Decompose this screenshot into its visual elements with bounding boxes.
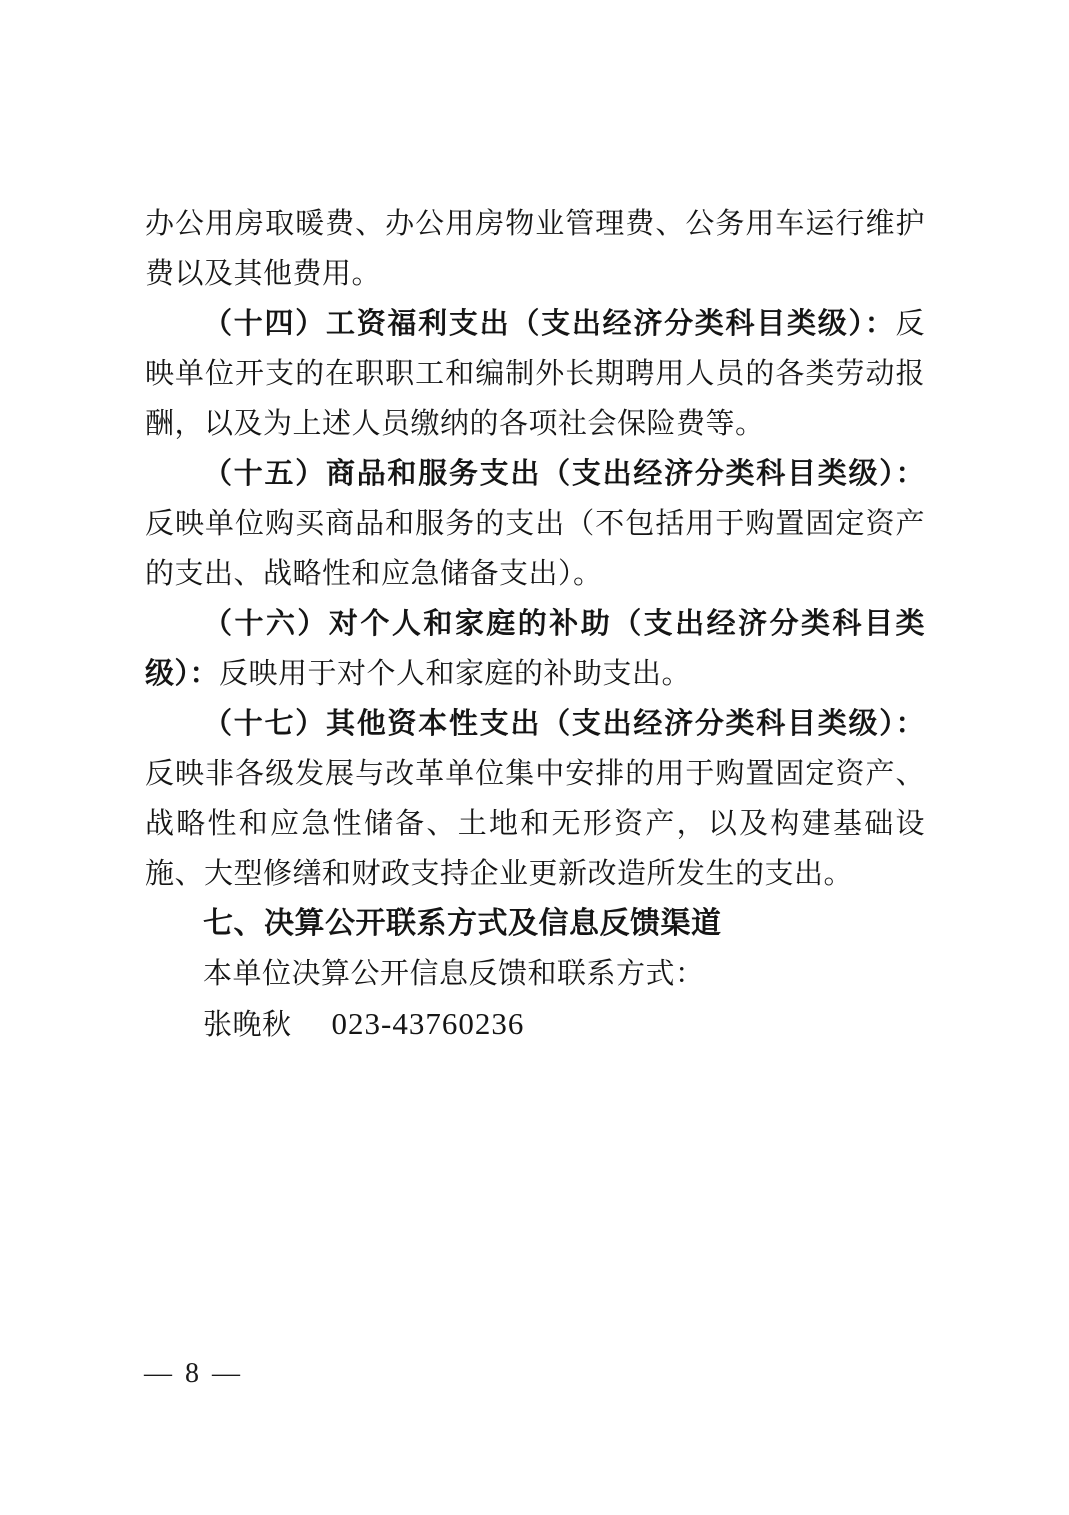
contact-line xyxy=(145,999,925,1050)
document-body xyxy=(145,199,925,1050)
item-paragraph-14 xyxy=(145,299,925,449)
item-body-15: 反映单位购买商品和服务的支出（不包括用于购置固定资产的支出、战略性和应急储备支出）。 xyxy=(145,508,925,590)
item-lead-14: （十四）工资福利支出（支出经济分类科目类级）： xyxy=(203,308,896,340)
page-number-footer: — 8 — xyxy=(144,1358,243,1389)
item-body-14: 反映单位开支的在职职工和编制外长期聘用人员的各类劳动报酬，以及为上述人员缴纳的各项社会保险费等。 xyxy=(145,308,925,440)
item-body-16: 反映用于对个人和家庭的补助支出。 xyxy=(219,658,692,690)
item-paragraph-17 xyxy=(145,699,925,899)
contact-name: 张晚秋 xyxy=(203,1009,292,1041)
section-heading: 七、决算公开联系方式及信息反馈渠道 xyxy=(203,907,722,940)
item-body-17: 反映非各级发展与改革单位集中安排的用于购置固定资产、战略性和应急性储备、土地和无形资产，以及构建基础设施、大型修缮和财政支持企业更新改造所发生的支出。 xyxy=(145,758,925,890)
continuation-paragraph: 办公用房取暖费、办公用房物业管理费、公务用车运行维护费以及其他费用。 xyxy=(145,208,925,290)
contact-intro: 本单位决算公开信息反馈和联系方式： xyxy=(203,958,705,990)
item-paragraph-16 xyxy=(145,599,925,699)
item-paragraph-15 xyxy=(145,449,925,599)
item-lead-15: （十五）商品和服务支出（支出经济分类科目类级）： xyxy=(203,458,925,490)
item-lead-17: （十七）其他资本性支出（支出经济分类科目类级）： xyxy=(203,708,925,740)
contact-phone: 023-43760236 xyxy=(331,1006,525,1041)
item-lead-16: （十六）对个人和家庭的补助（支出经济分类科目类级）： xyxy=(145,608,925,690)
